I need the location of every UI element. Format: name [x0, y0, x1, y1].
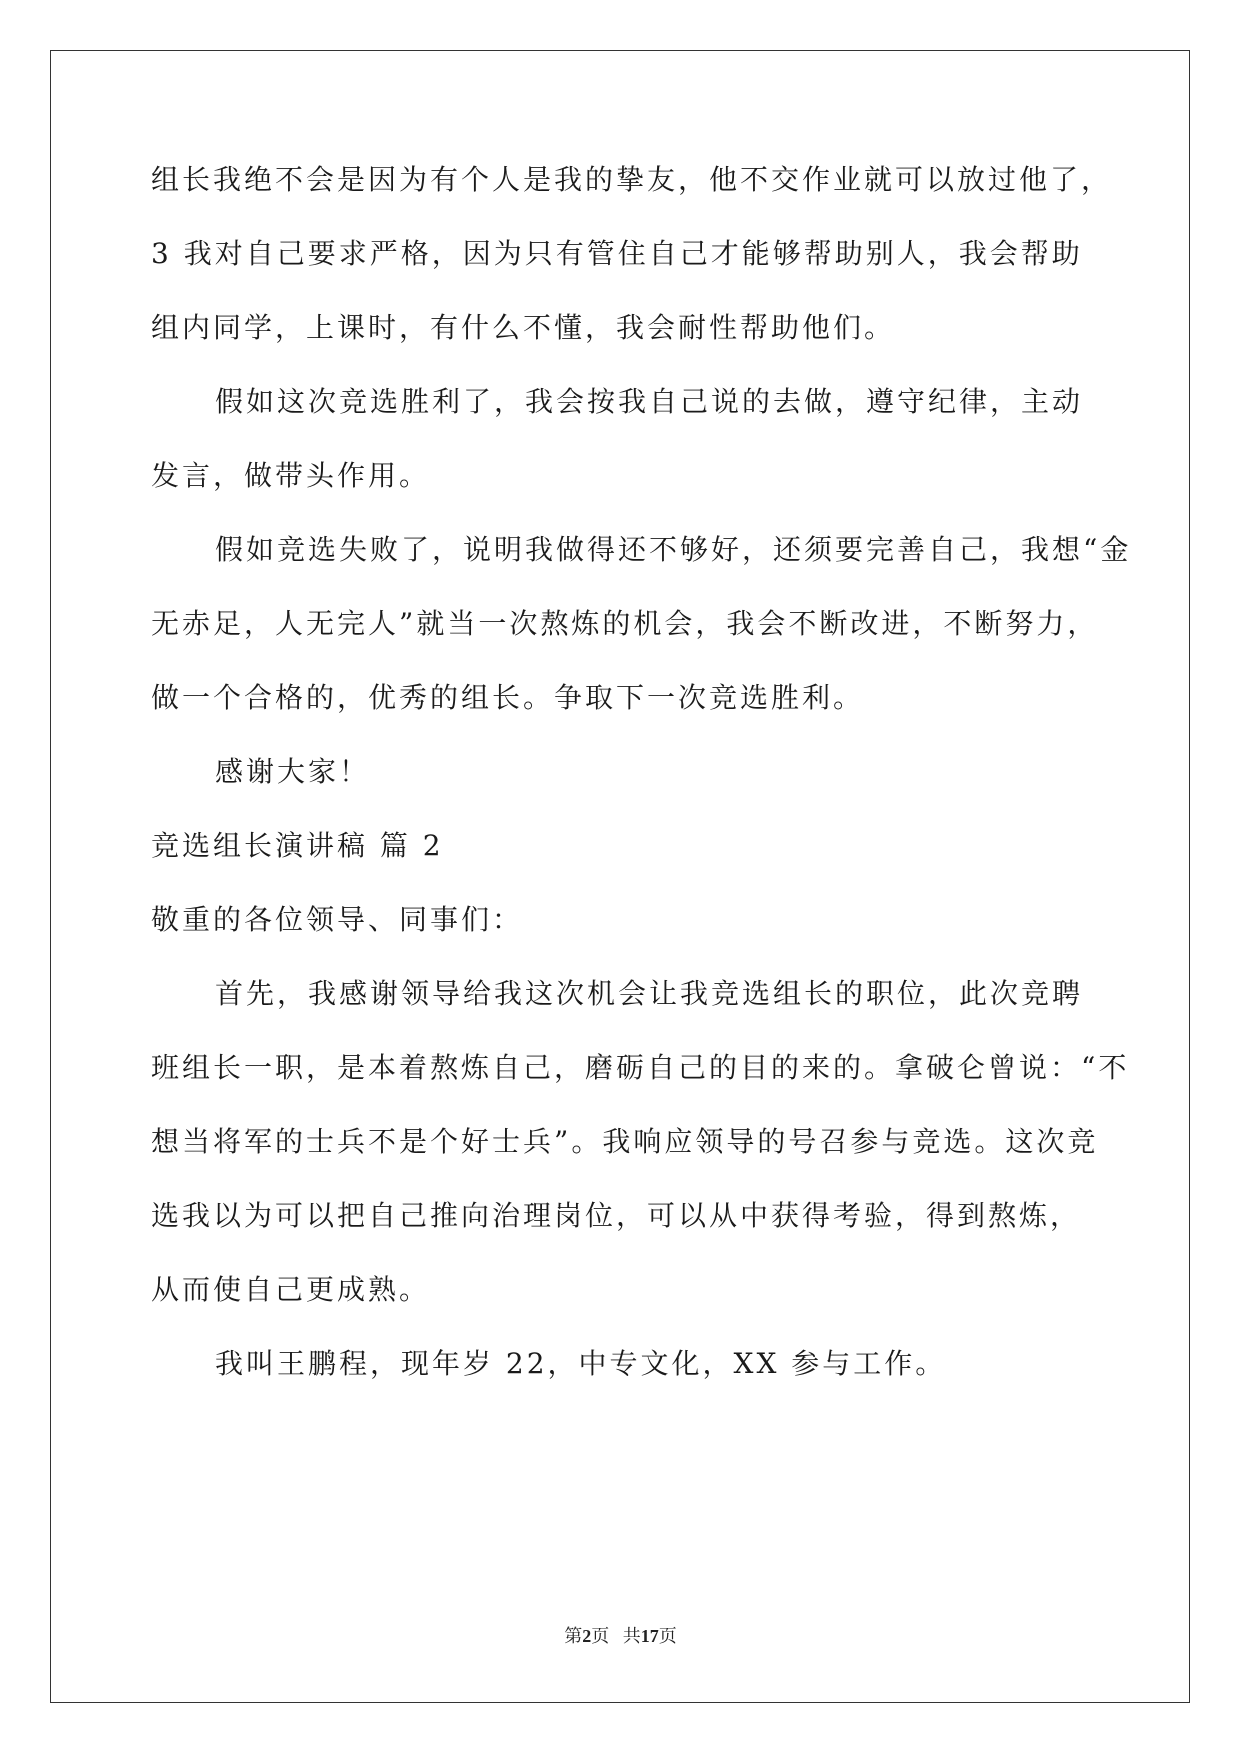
text-line: 班组长一职，是本着熬炼自己，磨砺自己的目的来的。拿破仑曾说：“不: [151, 1051, 1130, 1084]
total-pages: 17: [640, 1626, 659, 1646]
text-line: 无赤足，人无完人”就当一次熬炼的机会，我会不断改进，不断努力，: [151, 607, 1099, 640]
text-line: 做一个合格的，优秀的组长。争取下一次竞选胜利。: [151, 681, 865, 714]
paragraph-start-line: 我叫王鹏程，现年岁 22，中专文化，XX 参与工作。: [215, 1347, 947, 1380]
text-line: 组内同学，上课时，有什么不懂，我会耐性帮助他们。: [151, 311, 896, 344]
section-heading: 竞选组长演讲稿 篇 2: [151, 829, 444, 862]
page-footer: [0, 1625, 1241, 1647]
paragraph-start-line: 假如这次竞选胜利了，我会按我自己说的去做，遵守纪律，主动: [215, 385, 1084, 418]
paragraph-start-line: 首先，我感谢领导给我这次机会让我竞选组长的职位，此次竞聘: [215, 977, 1084, 1010]
salutation: 敬重的各位领导、同事们：: [151, 903, 524, 936]
text-line: 想当将军的士兵不是个好士兵”。我响应领导的号召参与竞选。这次竞: [151, 1125, 1099, 1158]
total-suffix: 页: [658, 1626, 677, 1646]
total-prefix: 共: [622, 1626, 641, 1646]
text-line: 3 我对自己要求严格，因为只有管住自己才能够帮助别人，我会帮助: [151, 237, 1083, 270]
text-line: 选我以为可以把自己推向治理岗位，可以从中获得考验，得到熬炼，: [151, 1199, 1082, 1232]
page-border: [50, 50, 1190, 1703]
text-line: 组长我绝不会是因为有个人是我的挚友，他不交作业就可以放过他了，: [151, 163, 1113, 196]
page-prefix: 第: [564, 1626, 583, 1646]
closing-line: 感谢大家！: [215, 755, 371, 788]
text-line: 从而使自己更成熟。: [151, 1273, 431, 1306]
page-number: 2: [582, 1626, 592, 1646]
page-suffix: 页: [591, 1626, 610, 1646]
paragraph-start-line: 假如竞选失败了，说明我做得还不够好，还须要完善自己，我想“金: [215, 533, 1132, 566]
text-line: 发言，做带头作用。: [151, 459, 431, 492]
